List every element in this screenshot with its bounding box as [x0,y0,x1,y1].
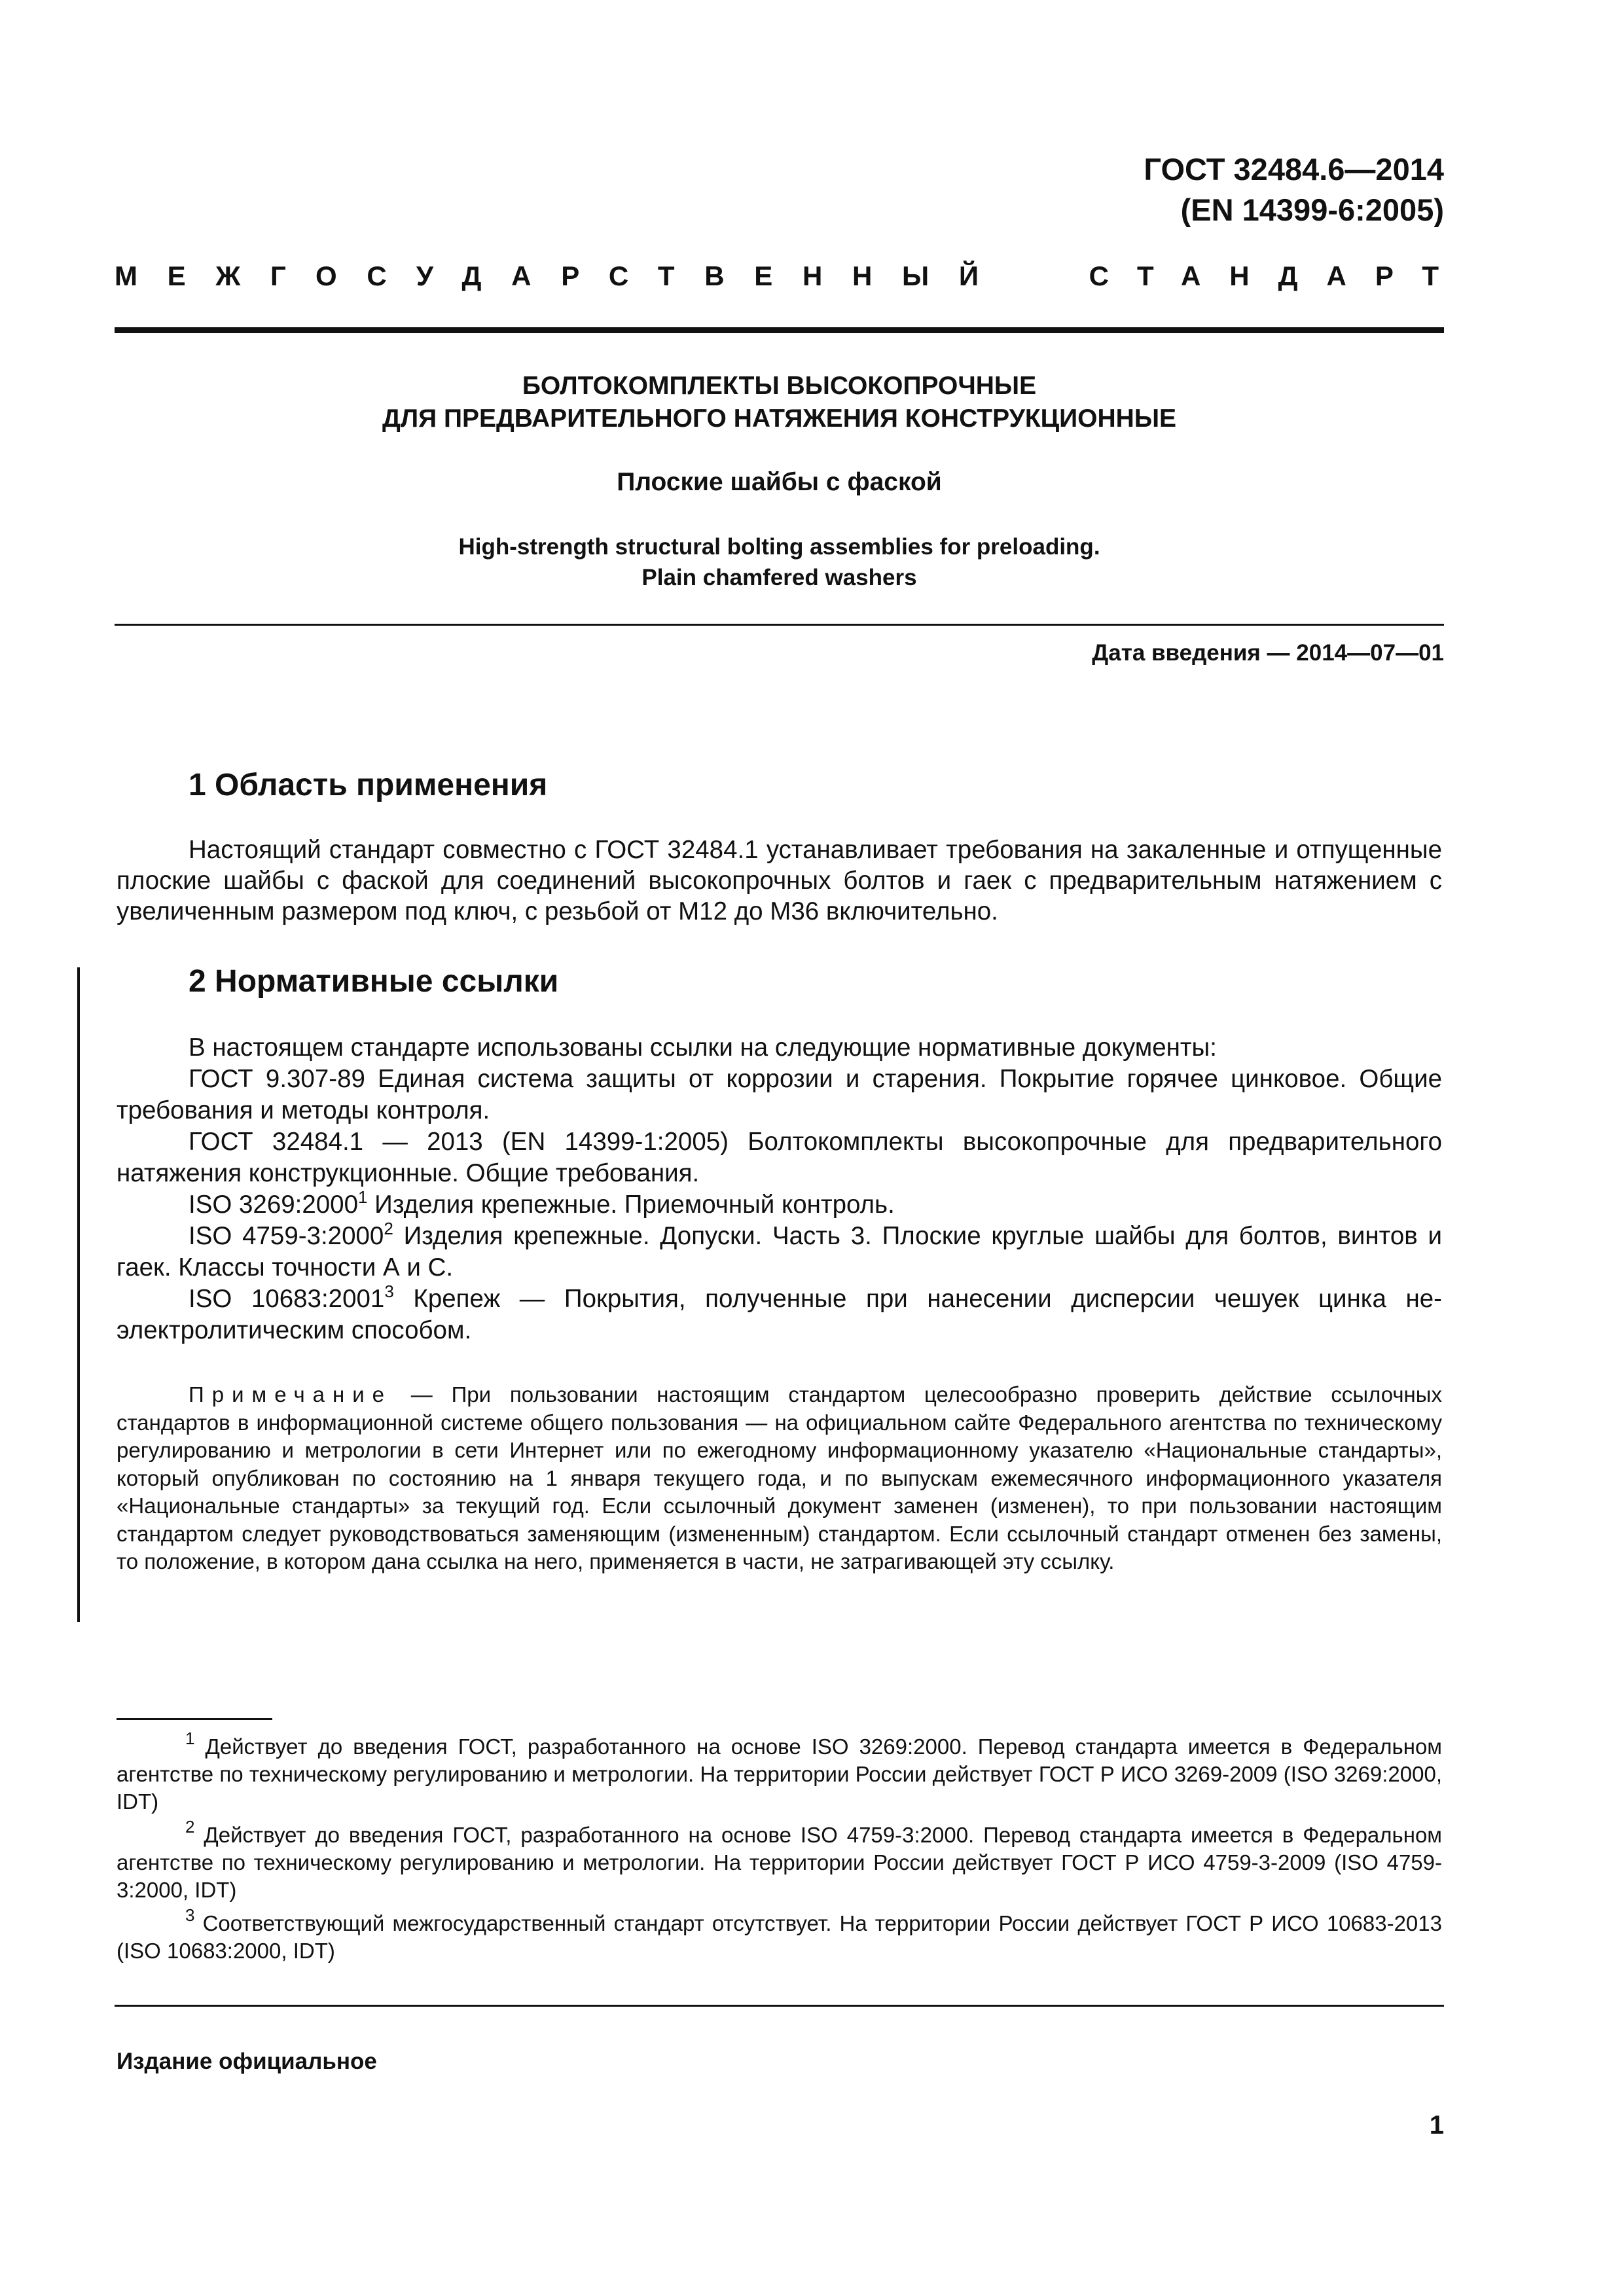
footnote-separator [117,1718,272,1720]
reference-item: ГОСТ 9.307-89 Единая система защиты от коррозии и старения. Покрытие горячее цинковое. Общие требования и методы контроля. [117,1065,1442,1124]
reference-item [117,1283,1442,1346]
footnote-2 [117,1817,1442,1904]
standard-code-block [1144,149,1444,230]
footnote-1 [117,1729,1442,1816]
official-edition-label: Издание официальное [117,2049,377,2074]
page-number: 1 [1429,2111,1444,2140]
reference-item [117,1189,1442,1221]
standard-en-code: (EN 14399-6:2005) [1180,192,1444,227]
reference-code: ISO 4759-3:2000 [189,1222,384,1250]
footnote-number: 3 [185,1905,195,1925]
footnote-text: Соответствующий межгосударственный стандарт отсутствует. На территории России действует ГОСТ Р ИСО 10683-2013 (ISO 10683:2000, IDT) [117,1911,1442,1963]
section-1-text: Настоящий стандарт совместно с ГОСТ 32484.1 устанавливает требования на закаленные и отпущенные плоские шайбы с фаской для соединений высокопрочных болтов и гаек с предварительным натяжением с увеличенным размером под ключ, с резьбой от М12 до М36 включительно. [117,836,1442,925]
section-2-heading: 2 Нормативные ссылки [189,964,559,999]
references-intro: В настоящем стандарте использованы ссылки на следующие нормативные документы: [189,1033,1217,1062]
header-thick-rule [115,327,1444,333]
title-bottom-rule [115,624,1444,626]
interstate-word: МЕЖГОСУДАРСТВЕННЫЙ [115,260,1009,291]
footnote-number: 1 [185,1729,195,1748]
reference-title: Изделия крепежные. Приемочный контроль. [367,1191,895,1219]
standard-code: ГОСТ 32484.6—2014 [1144,152,1444,187]
footnote-text: Действует до введения ГОСТ, разработанного на основе ISO 3269:2000. Перевод стандарта имеется в Федеральном агентстве по техническому регулированию и метрологии. На территории России действует ГОСТ Р ИСО 3269-2009 (ISO 3269:2000, IDT) [117,1734,1442,1814]
footer-rule [115,2005,1444,2007]
reference-item [117,1221,1442,1283]
note-label: Примечание [189,1382,393,1407]
title-en-line-2: Plain chamfered washers [641,565,917,590]
footnote-marker[interactable]: 2 [384,1219,393,1238]
footnote-number: 2 [185,1817,195,1837]
references-list [117,1032,1442,1346]
footnote-marker[interactable]: 3 [384,1282,394,1301]
references-note [117,1381,1442,1576]
reference-title: Крепеж — Покрытия, полученные при нанесении дисперсии чешуек цинка неэлектролитическим способом. [117,1285,1442,1344]
reference-code: ISO 10683:2001 [189,1285,385,1313]
reference-code: ISO 3269:2000 [189,1191,359,1219]
footnote-marker[interactable]: 1 [358,1187,368,1207]
title-ru-line-1: БОЛТОКОМПЛЕКТЫ ВЫСОКОПРОЧНЫЕ [522,372,1037,400]
footnote-3 [117,1905,1442,1965]
standard-word: СТАНДАРТ [1089,260,1468,291]
change-marker-bar [77,967,80,1622]
title-ru-line-2: ДЛЯ ПРЕДВАРИТЕЛЬНОГО НАТЯЖЕНИЯ КОНСТРУКЦИОННЫЕ [382,404,1177,433]
title-russian [115,370,1444,435]
note-text: — При пользовании настоящим стандартом целесообразно проверить действие ссылочных стандартов в информационной системе общего пользования — на официальном сайте Федерального агентства по техническому регулированию и метрологии в сети Интернет или по ежегодному информационному указателю «Национальные стандарты», который опубликован по состоянию на 1 января текущего года, и по выпускам ежемесячного информационного указателя «Национальные стандарты» за текущий год. Если ссылочный документ заменен (изменен), то при пользовании настоящим стандартом следует руководствоваться заменяющим (измененным) стандартом. Если ссылочный стандарт отменен без замены, то положение, в котором дана ссылка на него, применяется в части, не затрагивающей эту ссылку. [117,1382,1442,1573]
section-1-heading: 1 Область применения [189,768,548,802]
footnote-text: Действует до введения ГОСТ, разработанного на основе ISO 4759-3:2000. Перевод стандарта имеется в Федеральном агентстве по техническому регулированию и метрологии. На территории России действует ГОСТ Р ИСО 4759-3-2009 (ISO 4759-3:2000, IDT) [117,1823,1442,1902]
title-en-line-1: High-strength structural bolting assemblies for preloading. [458,534,1100,560]
introduction-date: Дата введения — 2014—07—01 [1092,640,1444,666]
reference-title: Изделия крепежные. Допуски. Часть 3. Плоские круглые шайбы для болтов, винтов и гаек. Классы точности А и С. [117,1222,1442,1282]
title-english [115,531,1444,593]
title-subtitle: Плоские шайбы с фаской [617,468,942,496]
reference-item: ГОСТ 32484.1 — 2013 (EN 14399-1:2005) Болтокомплекты высокопрочные для предварительного натяжения конструкционные. Общие требования. [117,1128,1442,1187]
